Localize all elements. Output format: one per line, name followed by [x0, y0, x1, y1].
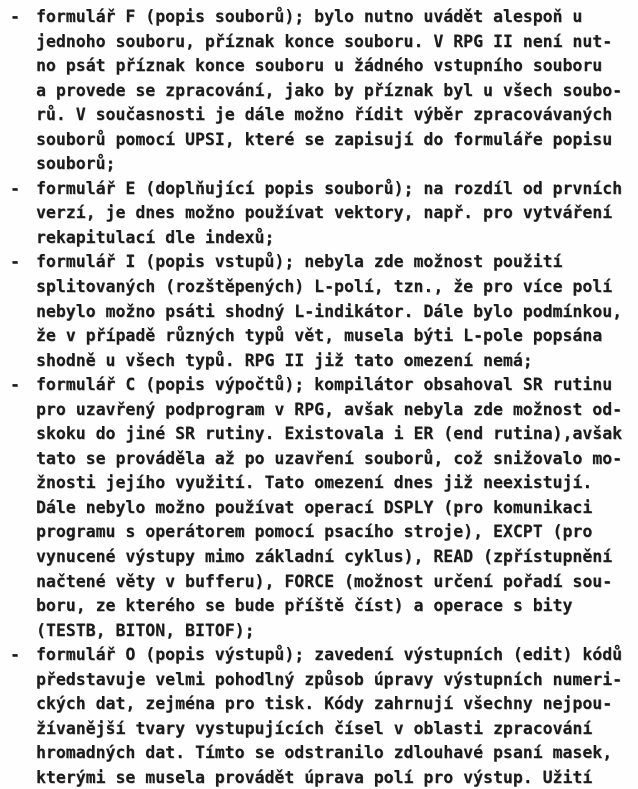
text-line: souborů pomocí UPSI, které se zapisují do formuláře popisu — [36, 129, 613, 149]
text-line: formulář I (popis vstupů); nebyla zde možnost použití — [36, 252, 563, 272]
text-line: tato se prováděla až po uzavření souborů, což snižovalo mo- — [36, 448, 623, 468]
bullet-dash: - — [10, 645, 20, 665]
list-item — [10, 5, 634, 177]
list-item — [10, 643, 634, 789]
list-item-text — [36, 643, 634, 789]
text-line: rekapitulací dle indexů; — [36, 227, 275, 247]
text-line: nebylo možno psáti shodný L-indikátor. Dále bylo podmínkou, — [36, 301, 623, 321]
text-line: že v případě různých typů vět, musela býti L-pole popsána — [36, 326, 603, 346]
text-line: žnosti jejího využití. Tato omezení dnes již neexistují. — [36, 473, 593, 493]
text-line: pro uzavřený podprogram v RPG, avšak nebyla zde možnost od- — [36, 399, 623, 419]
text-line: formulář O (popis výstupů); zavedení výstupních (edit) kódů — [36, 645, 623, 665]
text-line: Dále nebylo možno používat operací DSPLY (pro komunikaci — [36, 497, 593, 517]
text-line: skoku do jiné SR rutiny. Existovala i ER (end rutina),avšak — [36, 424, 623, 444]
list-item — [10, 177, 634, 251]
list-item — [10, 373, 634, 643]
text-line: splitovaných (rozštěpených) L-polí, tzn., že pro více polí — [36, 277, 613, 297]
text-line: no psát příznak konce souboru u žádného vstupního souboru — [36, 56, 603, 76]
text-line: formulář C (popis výpočtů); kompilátor obsahoval SR rutinu — [36, 375, 613, 395]
bullet-dash: - — [10, 252, 20, 272]
list-item-text — [36, 5, 634, 177]
list-item-text — [36, 177, 634, 251]
text-line: žívanější tvary vystupujících čísel v oblasti zpracování — [36, 718, 593, 738]
text-line: (TESTB, BITON, BITOF); — [36, 620, 255, 640]
list-item-text — [36, 250, 634, 373]
text-line: hromadných dat. Tímto se odstranilo zdlouhavé psaní masek, — [36, 743, 613, 763]
bullet-dash: - — [10, 178, 20, 198]
list-item — [10, 250, 634, 373]
text-line: jednoho souboru, příznak konce souboru. V RPG II není nut- — [36, 31, 613, 51]
text-line: verzí, je dnes možno používat vektory, např. pro vytváření — [36, 203, 613, 223]
text-line: rů. V současnosti je dále možno řídit výběr zpracovávaných — [36, 105, 613, 125]
text-line: programu s operátorem pomocí psacího stroje), EXCPT (pro — [36, 522, 593, 542]
text-line: shodně u všech typů. RPG II již tato omezení nemá; — [36, 350, 533, 370]
bullet-dash: - — [10, 7, 20, 26]
text-line: ckých dat, zejména pro tisk. Kódy zahrnují všechny nejpou- — [36, 694, 613, 714]
text-line: načtené věty v bufferu), FORCE (možnost určení pořadí sou- — [36, 571, 613, 591]
bullet-dash: - — [10, 375, 20, 395]
text-line: boru, ze kterého se bude příště číst) a operace s bity — [36, 596, 573, 616]
text-line: souborů; — [36, 154, 116, 174]
text-line: formulář E (doplňující popis souborů); na rozdíl od prvních — [36, 178, 623, 198]
text-line: kterými se musela provádět úprava polí pro výstup. Užití — [36, 767, 593, 787]
text-line: a provede se zpracování, jako by příznak byl u všech soubo- — [36, 80, 623, 100]
list-item-text — [36, 373, 634, 643]
text-line: představuje velmi pohodlný způsob úpravy výstupních numeri- — [36, 669, 623, 689]
text-line: formulář F (popis souborů); bylo nutno uvádět alespoň u — [36, 7, 583, 26]
text-line: vynucené výstupy mimo základní cyklus), READ (zpřístupnění — [36, 547, 613, 567]
